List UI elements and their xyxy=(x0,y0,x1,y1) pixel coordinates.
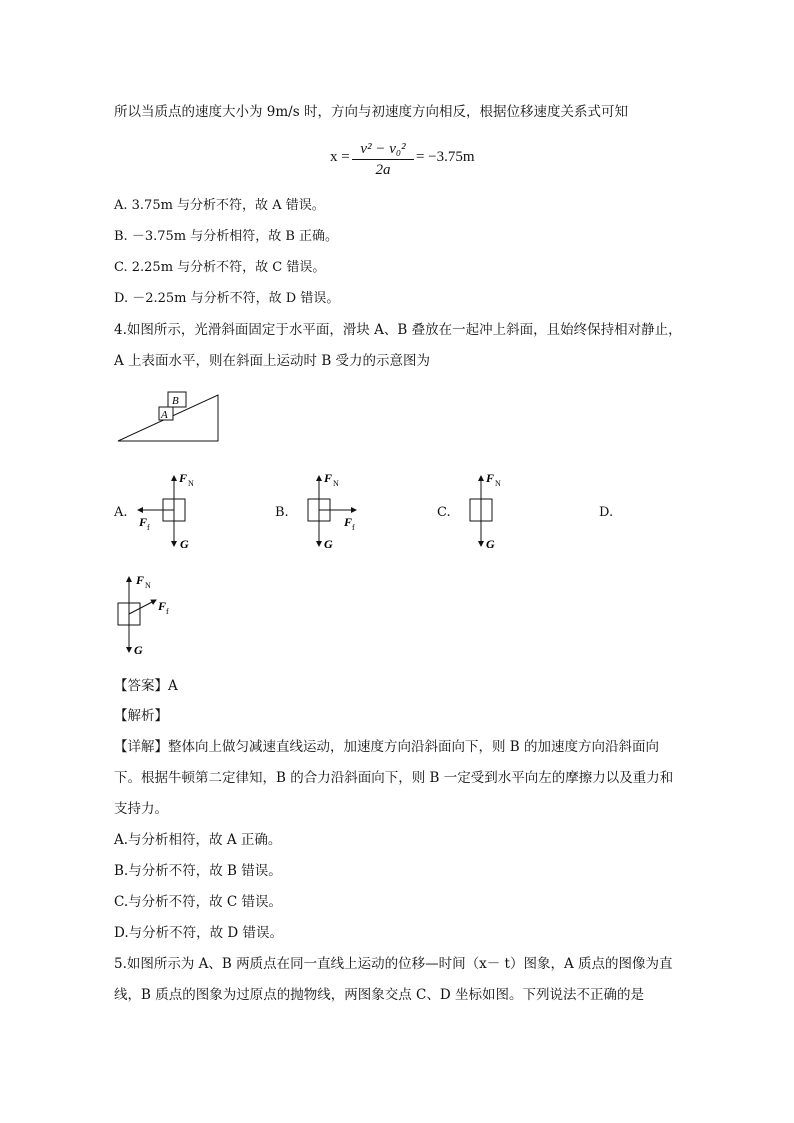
svg-text:F: F xyxy=(324,471,333,485)
svg-text:N: N xyxy=(188,479,194,488)
force-diagram-d xyxy=(108,572,198,662)
q4-detail-line1: 【详解】整体向上做匀减速直线运动，加速度方向沿斜面向下，则 B 的加速度方向沿斜面向 xyxy=(114,739,660,755)
q3-option-c: C. 2.25m 与分析不符，故 C 错误。 xyxy=(114,260,326,275)
block-a-label: A xyxy=(161,409,168,421)
svg-text:f: f xyxy=(166,607,169,616)
q4-option-c-label: C. xyxy=(437,505,451,520)
svg-text:F: F xyxy=(139,515,148,529)
svg-text:G: G xyxy=(180,537,189,551)
q3-option-a: A. 3.75m 与分析不符，故 A 错误。 xyxy=(114,198,325,213)
q4-detail-line2: 下。根据牛顿第二定律知，B 的合力沿斜面向下，则 B 一定受到水平向左的摩擦力以及重力和 xyxy=(114,770,674,786)
force-diagram-b xyxy=(288,468,368,558)
q4-option-b-label: B. xyxy=(275,505,289,520)
q4-conclusion-c: C.与分析不符，故 C 错误。 xyxy=(114,894,283,910)
formula-denominator: 2a xyxy=(375,162,391,178)
intro-line: 所以当质点的速度大小为 9m/s 时，方向与初速度方向相反，根据位移速度关系式可知 xyxy=(114,104,628,120)
svg-text:N: N xyxy=(495,479,501,488)
formula-numerator: v² − v₀² xyxy=(360,141,406,157)
q4-stem-line1: 4.如图所示，光滑斜面固定于水平面，滑块 A、B 叠放在一起冲上斜面，且始终保持相对静止， xyxy=(114,322,682,338)
q4-option-a-label: A. xyxy=(114,505,128,520)
svg-text:f: f xyxy=(147,523,150,532)
svg-text:F: F xyxy=(158,599,167,613)
q4-stem-line2: A 上表面水平，则在斜面上运动时 B 受力的示意图为 xyxy=(114,353,431,369)
svg-text:f: f xyxy=(352,523,355,532)
force-diagram-a xyxy=(132,468,212,558)
q5-stem-line2: 线，B 质点的图象为过原点的抛物线，两图象交点 C、D 坐标如图。下列说法不正确的是 xyxy=(114,987,644,1003)
incline-figure xyxy=(112,385,224,445)
q5-stem-line1: 5.如图所示为 A、B 两质点在同一直线上运动的位移—时间（x－ t）图象，A 质点的图像为直 xyxy=(114,956,673,972)
svg-text:G: G xyxy=(324,537,333,551)
svg-text:F: F xyxy=(344,515,353,529)
q3-option-d: D. －2.25m 与分析不符，故 D 错误。 xyxy=(114,291,340,306)
q4-conclusion-d: D.与分析不符，故 D 错误。 xyxy=(114,925,284,941)
force-diagram-c xyxy=(450,468,530,558)
svg-text:F: F xyxy=(486,471,495,485)
q3-option-b: B. －3.75m 与分析相符，故 B 正确。 xyxy=(114,229,339,244)
formula-lhs: x = xyxy=(330,149,350,165)
svg-text:F: F xyxy=(136,573,145,587)
formula-result: = −3.75m xyxy=(416,149,475,165)
q4-option-d-label: D. xyxy=(599,505,614,520)
svg-text:F: F xyxy=(179,471,188,485)
q4-conclusion-a: A.与分析相符，故 A 正确。 xyxy=(114,832,282,848)
q4-analysis-title: 【解析】 xyxy=(114,708,168,724)
svg-text:N: N xyxy=(145,581,151,590)
q4-answer: 【答案】A xyxy=(114,678,178,694)
formula-fraction xyxy=(352,140,414,179)
svg-text:G: G xyxy=(134,643,143,657)
q4-detail-line3: 支持力。 xyxy=(114,801,168,817)
svg-text:G: G xyxy=(486,537,495,551)
svg-text:N: N xyxy=(333,479,339,488)
q4-conclusion-b: B.与分析不符，故 B 错误。 xyxy=(114,863,282,879)
block-b-label: B xyxy=(172,395,179,407)
